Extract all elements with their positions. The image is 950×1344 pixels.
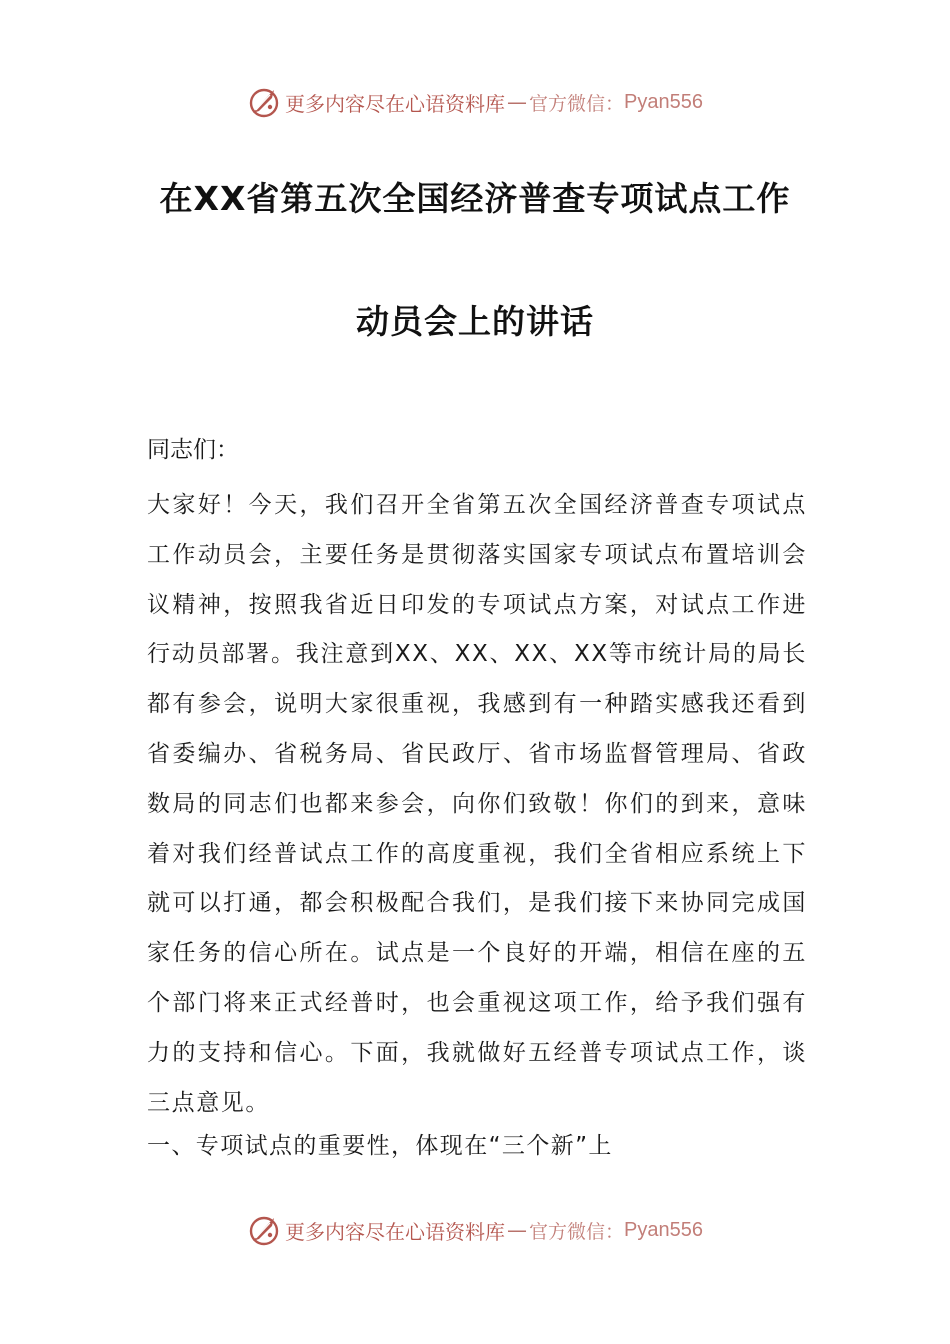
banner-dash: — (507, 90, 527, 114)
document-title-line1: 在XX省第五次全国经济普查专项试点工作 (159, 179, 791, 218)
banner-main-text: 更多内容尽在心语资料库 (285, 1219, 505, 1244)
header-watermark-banner (0, 82, 950, 122)
banner-wechat-label: 官方微信： (529, 1220, 625, 1243)
quill-pen-logo-icon (247, 85, 281, 119)
banner-wechat-label: 官方微信： (529, 92, 625, 115)
banner-main-text: 更多内容尽在心语资料库 (285, 91, 505, 116)
banner-wechat-id: Pyan556 (624, 1218, 703, 1241)
opening-paragraph: 大家好！今天，我们召开全省第五次全国经济普查专项试点工作动员会，主要任务是贯彻落实国家专项试点布置培训会议精神，按照我省近日印发的专项试点方案，对试点工作进行动员部署。我注意到XX、XX、XX、XX等市统计局的局长都有参会，说明大家很重视，我感到有一种踏实感我还看到省委编办、省税务局、省民政厅、省市场监督管理局、省政数局的同志们也都来参会，向你们致敬！你们的到来，意味着对我们经普试点工作的高度重视，我们全省相应系统上下就可以打通，都会积极配合我们，是我们接下来协同完成国家任务的信心所在。试点是一个良好的开端，相信在座的五个部门将来正式经普时，也会重视这项工作，给予我们强有力的支持和信心。下面，我就做好五经普专项试点工作，谈三点意见。 (147, 492, 807, 1116)
quill-pen-logo-icon (247, 1213, 281, 1247)
banner-dash: — (507, 1218, 527, 1242)
section-heading-1: 一、专项试点的重要性，体现在“三个新”上 (147, 1133, 613, 1159)
document-title-line2: 动员会上的讲话 (356, 302, 594, 341)
footer-watermark-banner (0, 1210, 950, 1250)
salutation: 同志们： (147, 437, 239, 463)
banner-wechat-id: Pyan556 (624, 90, 703, 113)
